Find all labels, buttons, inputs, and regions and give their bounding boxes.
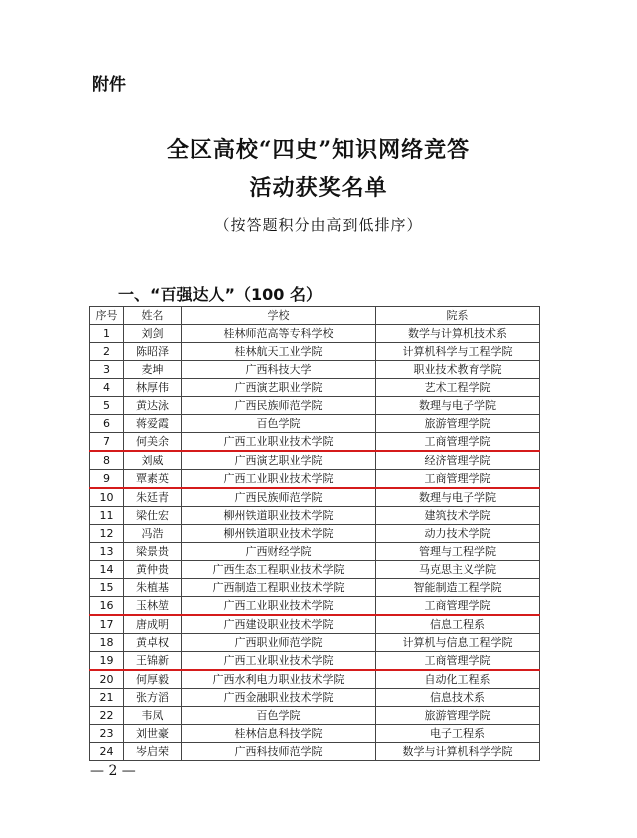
document-title-line-2: 活动获奖名单 <box>249 175 388 201</box>
cell-school: 广西科技师范学院 <box>182 743 376 761</box>
cell-number: 18 <box>90 634 124 652</box>
cell-number: 7 <box>90 433 124 452</box>
cell-number: 8 <box>90 451 124 470</box>
cell-number: 12 <box>90 525 124 543</box>
table-row <box>90 615 540 634</box>
cell-name: 梁仕宏 <box>124 507 182 525</box>
cell-school: 广西制造工程职业技术学院 <box>182 579 376 597</box>
cell-department: 数理与电子学院 <box>376 397 540 415</box>
cell-name: 刘世豪 <box>124 725 182 743</box>
cell-school: 广西生态工程职业技术学院 <box>182 561 376 579</box>
cell-name: 韦凤 <box>124 707 182 725</box>
table-row <box>90 488 540 507</box>
table-row <box>90 579 540 597</box>
cell-name: 张方滔 <box>124 689 182 707</box>
cell-name: 冯浩 <box>124 525 182 543</box>
cell-school: 广西金融职业技术学院 <box>182 689 376 707</box>
winners-table <box>89 306 540 761</box>
cell-department: 计算机科学与工程学院 <box>376 343 540 361</box>
cell-number: 6 <box>90 415 124 433</box>
cell-name: 何厚毅 <box>124 670 182 689</box>
table-row <box>90 451 540 470</box>
table-row <box>90 543 540 561</box>
cell-name: 蒋爱霞 <box>124 415 182 433</box>
cell-name: 朱植基 <box>124 579 182 597</box>
table-header-row <box>90 307 540 325</box>
table-row <box>90 707 540 725</box>
table-row <box>90 343 540 361</box>
cell-number: 17 <box>90 615 124 634</box>
cell-school: 广西工业职业技术学院 <box>182 470 376 489</box>
cell-number: 11 <box>90 507 124 525</box>
cell-school: 桂林师范高等专科学校 <box>182 325 376 343</box>
table-row <box>90 670 540 689</box>
header-name: 姓名 <box>124 307 182 325</box>
cell-number: 24 <box>90 743 124 761</box>
cell-name: 玉林堃 <box>124 597 182 616</box>
cell-number: 13 <box>90 543 124 561</box>
cell-name: 刘剑 <box>124 325 182 343</box>
table-row <box>90 597 540 616</box>
cell-name: 黄卓权 <box>124 634 182 652</box>
cell-department: 艺术工程学院 <box>376 379 540 397</box>
cell-number: 1 <box>90 325 124 343</box>
cell-school: 广西工业职业技术学院 <box>182 597 376 616</box>
cell-department: 信息工程系 <box>376 615 540 634</box>
cell-number: 9 <box>90 470 124 489</box>
header-department: 院系 <box>376 307 540 325</box>
table-row <box>90 325 540 343</box>
cell-name: 唐成明 <box>124 615 182 634</box>
cell-number: 10 <box>90 488 124 507</box>
cell-department: 建筑技术学院 <box>376 507 540 525</box>
cell-department: 工商管理学院 <box>376 470 540 489</box>
cell-school: 广西演艺职业学院 <box>182 379 376 397</box>
document-title-line-1: 全区高校“四史”知识网络竞答 <box>166 137 471 163</box>
cell-school: 广西工业职业技术学院 <box>182 652 376 671</box>
table-row <box>90 379 540 397</box>
cell-school: 柳州铁道职业技术学院 <box>182 525 376 543</box>
cell-school: 桂林信息科技学院 <box>182 725 376 743</box>
cell-name: 岑启荣 <box>124 743 182 761</box>
cell-department: 管理与工程学院 <box>376 543 540 561</box>
cell-department: 旅游管理学院 <box>376 415 540 433</box>
cell-school: 广西职业师范学院 <box>182 634 376 652</box>
cell-name: 梁景贵 <box>124 543 182 561</box>
cell-number: 2 <box>90 343 124 361</box>
cell-school: 广西民族师范学院 <box>182 397 376 415</box>
cell-number: 16 <box>90 597 124 616</box>
cell-department: 工商管理学院 <box>376 597 540 616</box>
cell-department: 自动化工程系 <box>376 670 540 689</box>
table-row <box>90 725 540 743</box>
cell-department: 职业技术教育学院 <box>376 361 540 379</box>
cell-number: 15 <box>90 579 124 597</box>
cell-number: 20 <box>90 670 124 689</box>
cell-school: 广西民族师范学院 <box>182 488 376 507</box>
cell-school: 百色学院 <box>182 707 376 725</box>
table-row <box>90 743 540 761</box>
cell-school: 广西水利电力职业技术学院 <box>182 670 376 689</box>
page-number: — 2 — <box>90 763 136 779</box>
cell-name: 黄达泳 <box>124 397 182 415</box>
cell-number: 23 <box>90 725 124 743</box>
table-row <box>90 507 540 525</box>
cell-department: 数学与计算机技术系 <box>376 325 540 343</box>
cell-school: 广西建设职业技术学院 <box>182 615 376 634</box>
cell-name: 何美余 <box>124 433 182 452</box>
cell-department: 计算机与信息工程学院 <box>376 634 540 652</box>
section-heading: 一、“百强达人”（100 名） <box>118 285 323 304</box>
cell-school: 广西工业职业技术学院 <box>182 433 376 452</box>
cell-department: 旅游管理学院 <box>376 707 540 725</box>
cell-school: 广西财经学院 <box>182 543 376 561</box>
cell-number: 19 <box>90 652 124 671</box>
table-row <box>90 689 540 707</box>
cell-department: 动力技术学院 <box>376 525 540 543</box>
cell-number: 22 <box>90 707 124 725</box>
cell-department: 数学与计算机科学学院 <box>376 743 540 761</box>
table-row <box>90 652 540 671</box>
table-row <box>90 397 540 415</box>
cell-name: 陈昭泽 <box>124 343 182 361</box>
cell-school: 广西科技大学 <box>182 361 376 379</box>
table-body <box>90 325 540 761</box>
cell-school: 百色学院 <box>182 415 376 433</box>
cell-department: 智能制造工程学院 <box>376 579 540 597</box>
cell-school: 柳州铁道职业技术学院 <box>182 507 376 525</box>
table-row <box>90 561 540 579</box>
cell-number: 5 <box>90 397 124 415</box>
cell-name: 朱廷青 <box>124 488 182 507</box>
cell-department: 数理与电子学院 <box>376 488 540 507</box>
table-row <box>90 525 540 543</box>
table-row <box>90 634 540 652</box>
header-school: 学校 <box>182 307 376 325</box>
cell-number: 21 <box>90 689 124 707</box>
cell-name: 黄仲贵 <box>124 561 182 579</box>
document-subtitle: （按答题积分由高到低排序） <box>214 216 423 234</box>
cell-number: 4 <box>90 379 124 397</box>
cell-department: 工商管理学院 <box>376 433 540 452</box>
cell-number: 14 <box>90 561 124 579</box>
cell-department: 经济管理学院 <box>376 451 540 470</box>
attachment-label: 附件 <box>92 75 126 95</box>
cell-name: 覃素英 <box>124 470 182 489</box>
table-row <box>90 433 540 452</box>
cell-name: 刘威 <box>124 451 182 470</box>
cell-department: 马克思主义学院 <box>376 561 540 579</box>
cell-department: 信息技术系 <box>376 689 540 707</box>
header-number: 序号 <box>90 307 124 325</box>
cell-school: 桂林航天工业学院 <box>182 343 376 361</box>
cell-school: 广西演艺职业学院 <box>182 451 376 470</box>
table-row <box>90 361 540 379</box>
cell-name: 林厚伟 <box>124 379 182 397</box>
cell-name: 王锦新 <box>124 652 182 671</box>
cell-department: 电子工程系 <box>376 725 540 743</box>
table-row <box>90 415 540 433</box>
cell-department: 工商管理学院 <box>376 652 540 671</box>
cell-name: 麦坤 <box>124 361 182 379</box>
table-row <box>90 470 540 489</box>
cell-number: 3 <box>90 361 124 379</box>
